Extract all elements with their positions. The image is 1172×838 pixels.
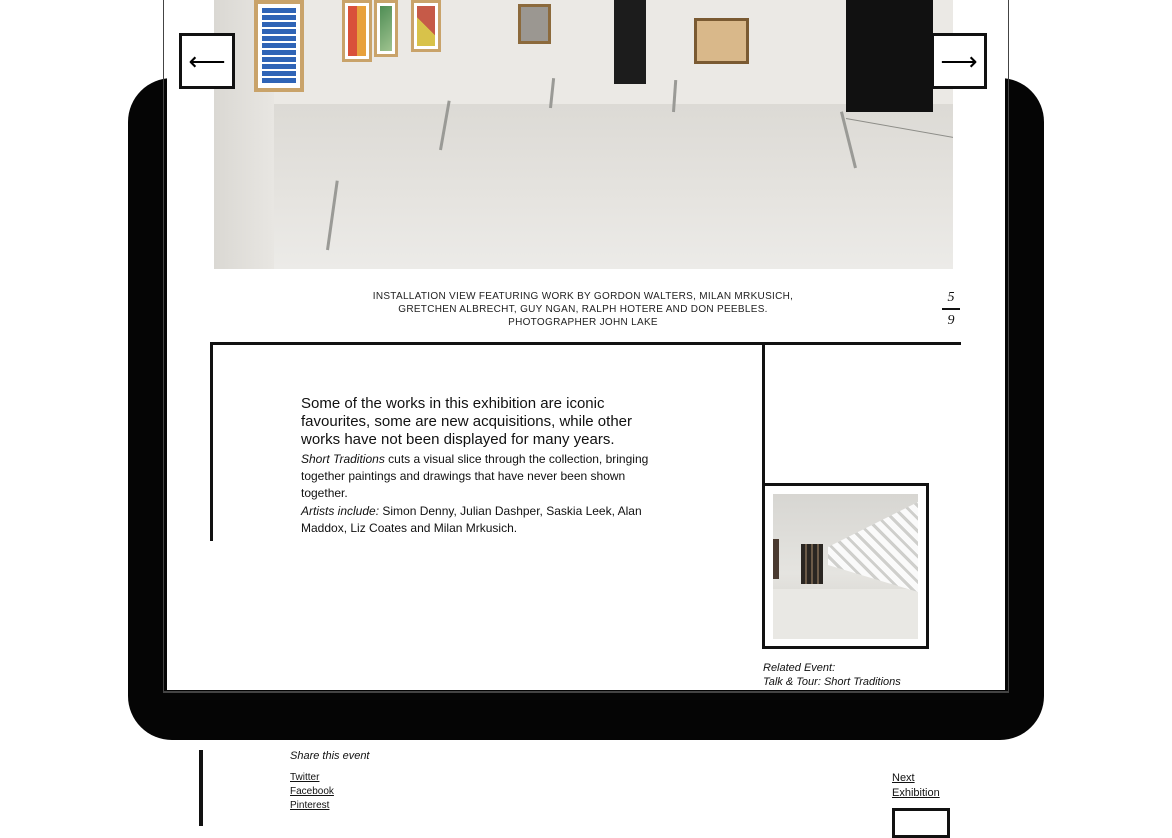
related-event-label: Related Event: <box>763 662 836 674</box>
exhibition-intro: Some of the works in this exhibition are iconic favourites, some are new acquisitions, while other works have not been displayed for many years. <box>301 395 632 448</box>
exhibition-title-inline: Short Traditions <box>301 452 385 466</box>
content-left-rule <box>210 342 213 541</box>
share-facebook-link[interactable]: Facebook <box>290 786 334 797</box>
artwork-green-print <box>374 0 398 57</box>
related-event[interactable] <box>763 661 901 689</box>
next-exhibition[interactable] <box>892 771 940 801</box>
related-event-image <box>773 494 918 639</box>
share-twitter-link[interactable]: Twitter <box>290 772 320 783</box>
content-top-rule <box>210 342 961 345</box>
image-caption: INSTALLATION VIEW FEATURING WORK BY GORDON WALTERS, MILAN MRKUSICH, GRETCHEN ALBRECHT, GUY NGAN, RALPH HOTERE AND DON PEEBLES. PHOTOGRAPHER JOHN LAKE <box>372 291 794 328</box>
arrow-left-icon: ⟵ <box>188 46 226 76</box>
artwork-grey-box <box>518 4 551 44</box>
gallery-prev-button[interactable] <box>179 33 235 89</box>
share-pinterest-link[interactable]: Pinterest <box>290 800 330 811</box>
next-exhibition-button[interactable] <box>892 808 950 838</box>
artwork-red-print <box>342 0 372 62</box>
share-links <box>290 771 334 813</box>
current-slide-number: 5 <box>947 290 955 305</box>
next-exhibition-line1[interactable]: Next <box>892 772 915 784</box>
thumb-wall-installation <box>828 502 918 592</box>
gallery-floor <box>214 104 953 269</box>
gallery-doorway <box>846 0 933 112</box>
thumb-dark-artwork <box>801 544 823 584</box>
related-event-thumbnail[interactable] <box>762 483 929 649</box>
artwork-blue-print <box>254 0 304 92</box>
gallery-image[interactable] <box>214 0 953 269</box>
artists-names: Simon Denny, Julian Dashper, Saskia Leek, Alan Maddox, Liz Coates and Milan Mrkusich. <box>301 504 642 535</box>
sidebar-divider-rule <box>762 342 765 485</box>
gallery-wall <box>214 0 953 104</box>
artwork-wood-box <box>694 18 749 64</box>
gallery-next-button[interactable] <box>931 33 987 89</box>
total-slide-number: 9 <box>947 313 955 328</box>
next-exhibition-line2[interactable]: Exhibition <box>892 787 940 799</box>
artists-label: Artists include: <box>301 504 380 518</box>
exhibition-description-text: cuts a visual slice through the collection, bringing together paintings and drawings that have never been shown together. <box>301 452 649 500</box>
artwork-black-panel <box>614 0 646 84</box>
slide-counter <box>942 290 960 329</box>
slide-counter-divider <box>942 308 960 310</box>
arrow-right-icon: ⟶ <box>940 46 978 76</box>
exhibition-description <box>301 451 671 502</box>
thumb-floor <box>773 589 918 639</box>
artwork-yellow-print <box>411 0 441 52</box>
footer-left-rule <box>199 750 203 826</box>
share-heading: Share this event <box>290 750 370 762</box>
thumb-left-artwork <box>773 539 779 579</box>
artists-list <box>301 503 671 537</box>
related-event-title[interactable]: Talk & Tour: Short Traditions <box>763 676 901 688</box>
